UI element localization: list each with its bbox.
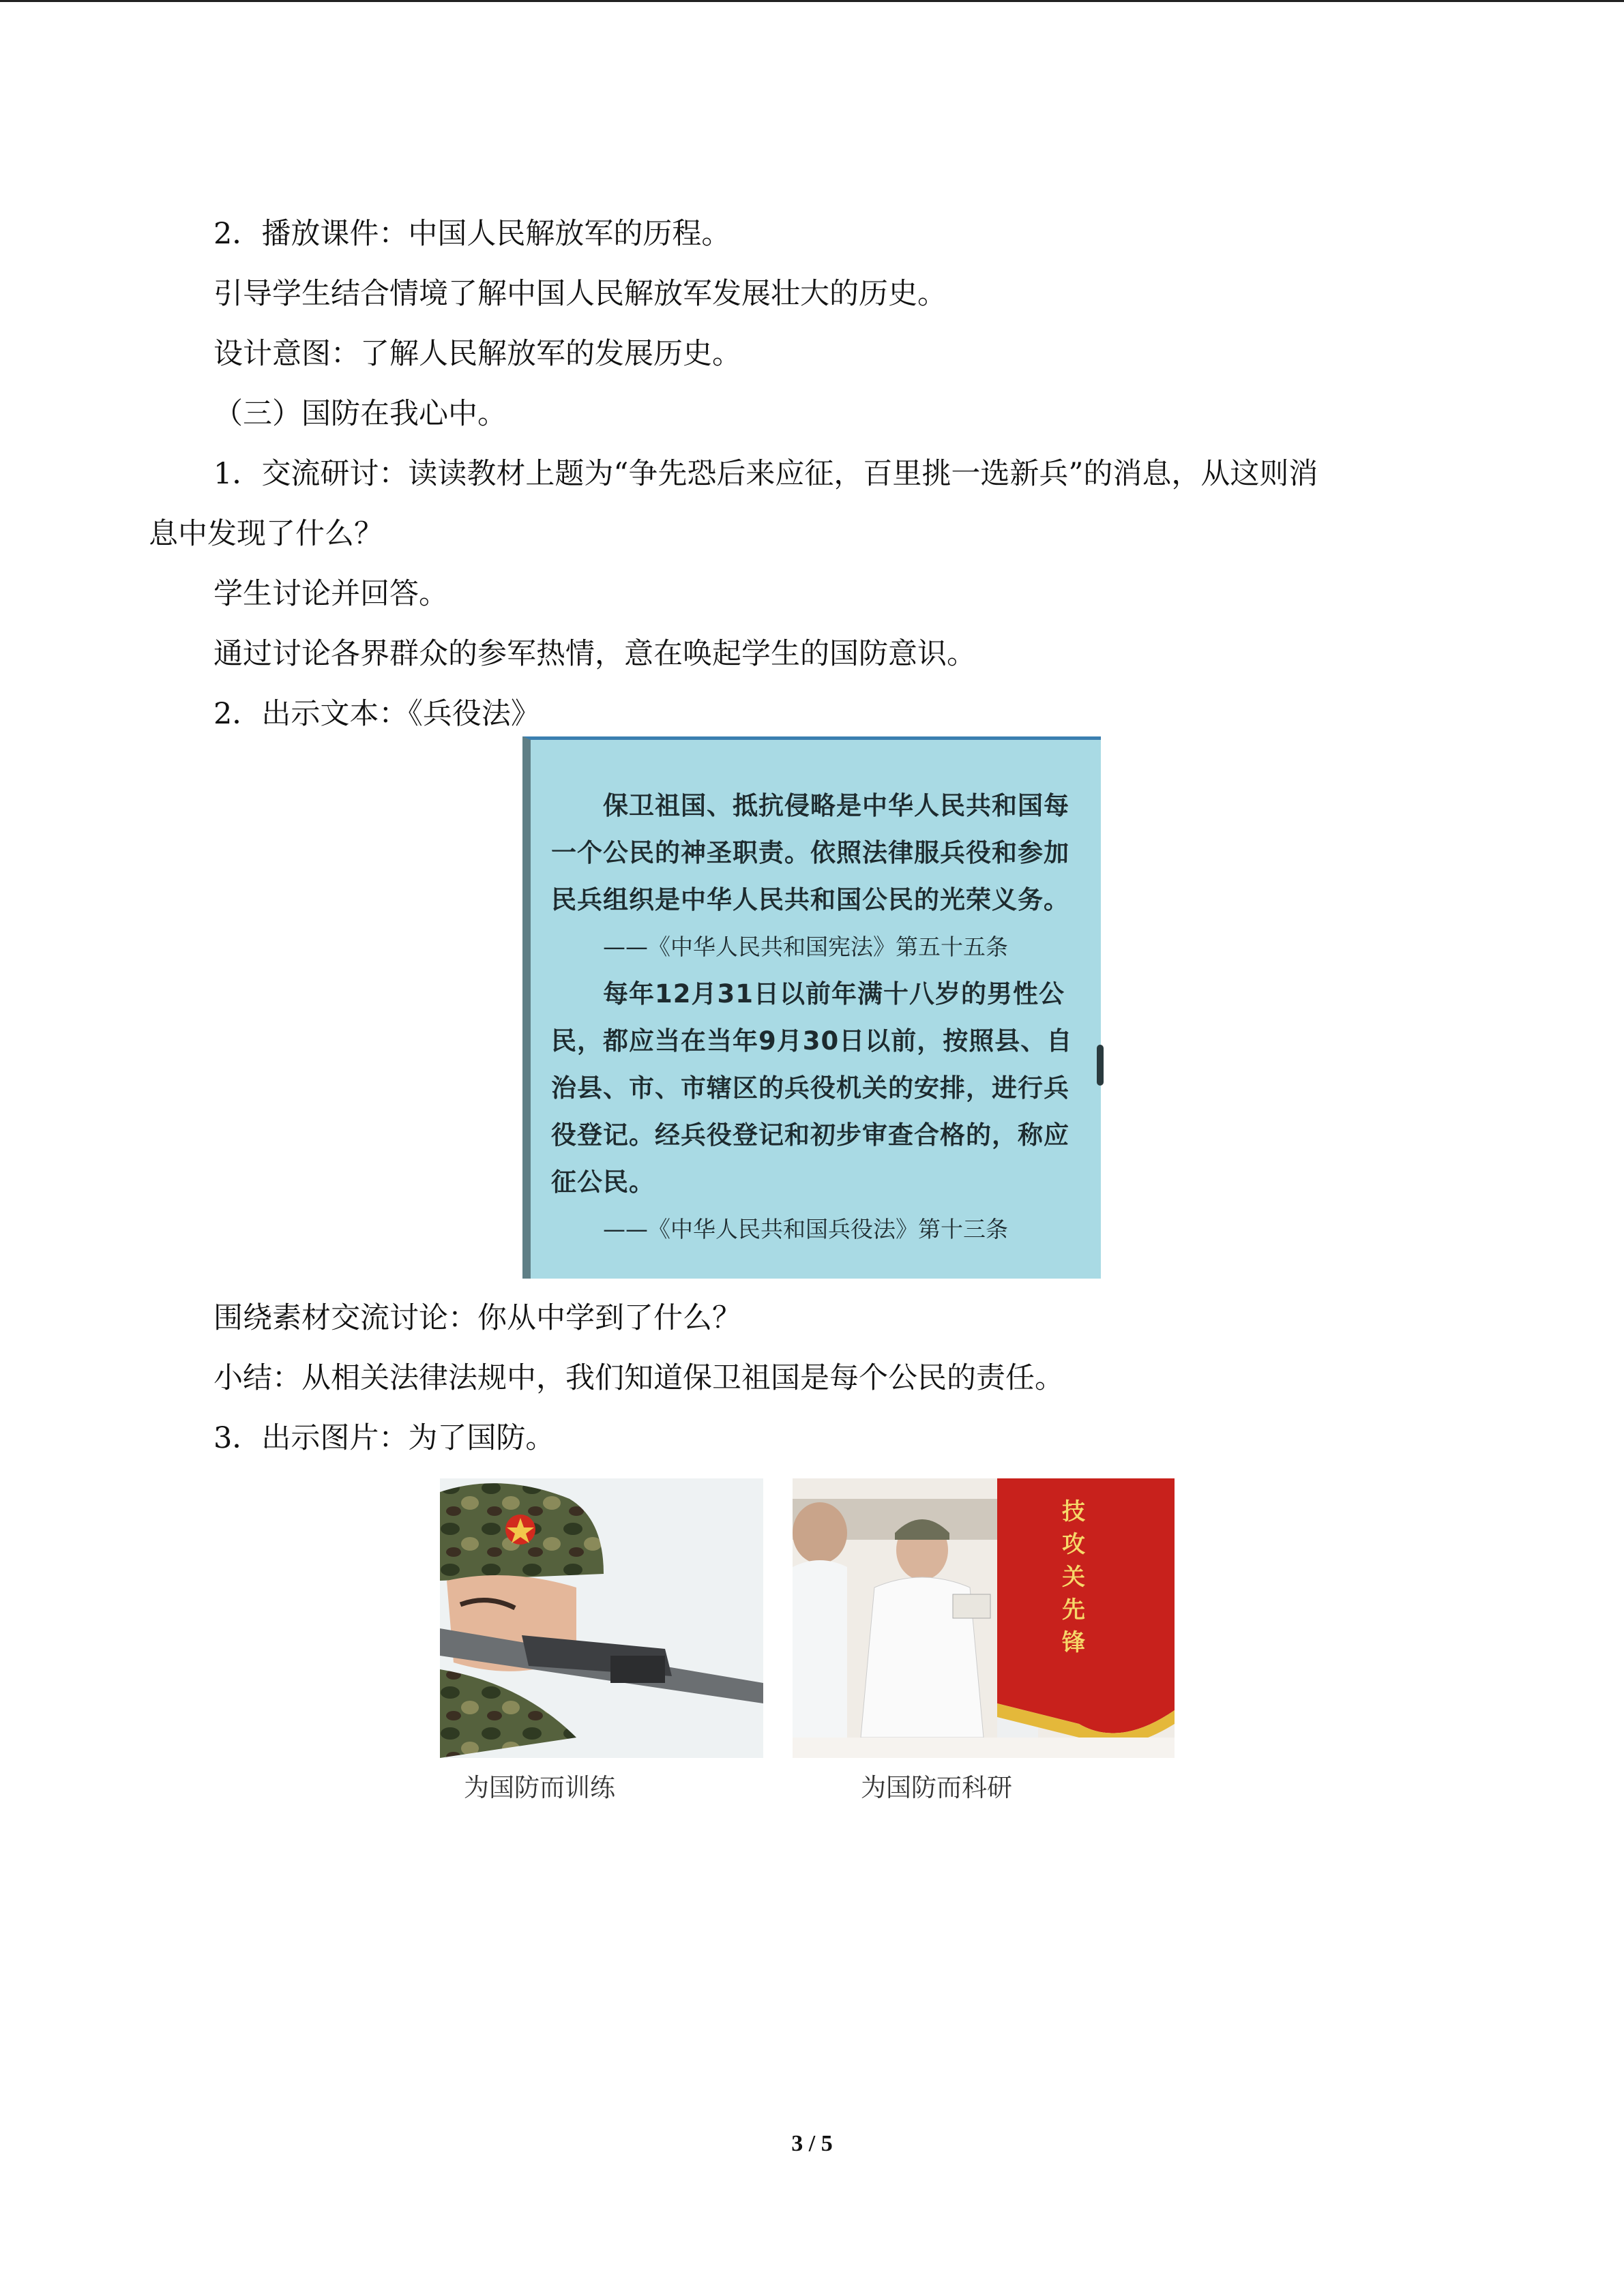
- training-photo: [440, 1478, 763, 1758]
- paragraph-discussion-cont: 息中发现了什么？: [149, 517, 383, 551]
- paragraph-show-images: 3．出示图片：为了国防。: [213, 1421, 555, 1455]
- research-illustration: [793, 1478, 1175, 1758]
- panel-edge-nub: [1097, 1045, 1104, 1086]
- law-line: 民，都应当在当年9月30日以前，按照县、自: [551, 1026, 1073, 1056]
- paragraph-answer: 学生讨论并回答。: [213, 577, 448, 611]
- law-line: 役登记。经兵役登记和初步审查合格的，称应: [551, 1120, 1069, 1150]
- section-heading: （三）国防在我心中。: [213, 397, 507, 431]
- paragraph-show-text: 2．出示文本：《兵役法》: [213, 697, 540, 731]
- law-line: 民兵组织是中华人民共和国公民的光荣义务。: [551, 885, 1069, 914]
- caption-research: 为国防而科研: [861, 1773, 1012, 1802]
- law-line: 一个公民的神圣职责。依照法律服兵役和参加: [551, 838, 1069, 867]
- law-line: 征公民。: [551, 1167, 655, 1197]
- svg-text:锋: 锋: [1062, 1629, 1085, 1656]
- paragraph-courseware: 2．播放课件：中国人民解放军的历程。: [213, 217, 731, 251]
- svg-text:关: 关: [1062, 1564, 1085, 1591]
- soldier-illustration: [440, 1478, 763, 1758]
- law-line: 保卫祖国、抵抗侵略是中华人民共和国每: [603, 791, 1069, 820]
- svg-text:攻: 攻: [1062, 1531, 1085, 1558]
- paragraph-awareness: 通过讨论各界群众的参军热情，意在唤起学生的国防意识。: [213, 637, 976, 671]
- paragraph-design-intent: 设计意图：了解人民解放军的发展历史。: [213, 337, 741, 371]
- paragraph-guide: 引导学生结合情境了解中国人民解放军发展壮大的历史。: [213, 277, 947, 311]
- top-border: [0, 0, 1624, 2]
- banner-text: 技: [1062, 1498, 1085, 1525]
- law-source: ——《中华人民共和国宪法》第五十五条: [603, 934, 1008, 960]
- svg-text:先: 先: [1062, 1596, 1085, 1624]
- page-number: 3 / 5: [791, 2131, 833, 2156]
- law-text-panel: [522, 736, 1101, 1279]
- paragraph-discussion: 1．交流研讨：读读教材上题为“争先恐后来应征，百里挑一选新兵”的消息，从这则消: [213, 457, 1318, 491]
- research-photo: [793, 1478, 1175, 1758]
- law-line: 治县、市、市辖区的兵役机关的安排，进行兵: [551, 1073, 1069, 1103]
- law-source: ——《中华人民共和国兵役法》第十三条: [603, 1216, 1008, 1242]
- paragraph-summary: 小结：从相关法律法规中，我们知道保卫祖国是每个公民的责任。: [213, 1361, 1064, 1395]
- caption-training: 为国防而训练: [464, 1773, 615, 1802]
- law-line: 每年12月31日以前年满十八岁的男性公: [603, 979, 1065, 1009]
- paragraph-discuss-material: 围绕素材交流讨论：你从中学到了什么？: [213, 1301, 741, 1335]
